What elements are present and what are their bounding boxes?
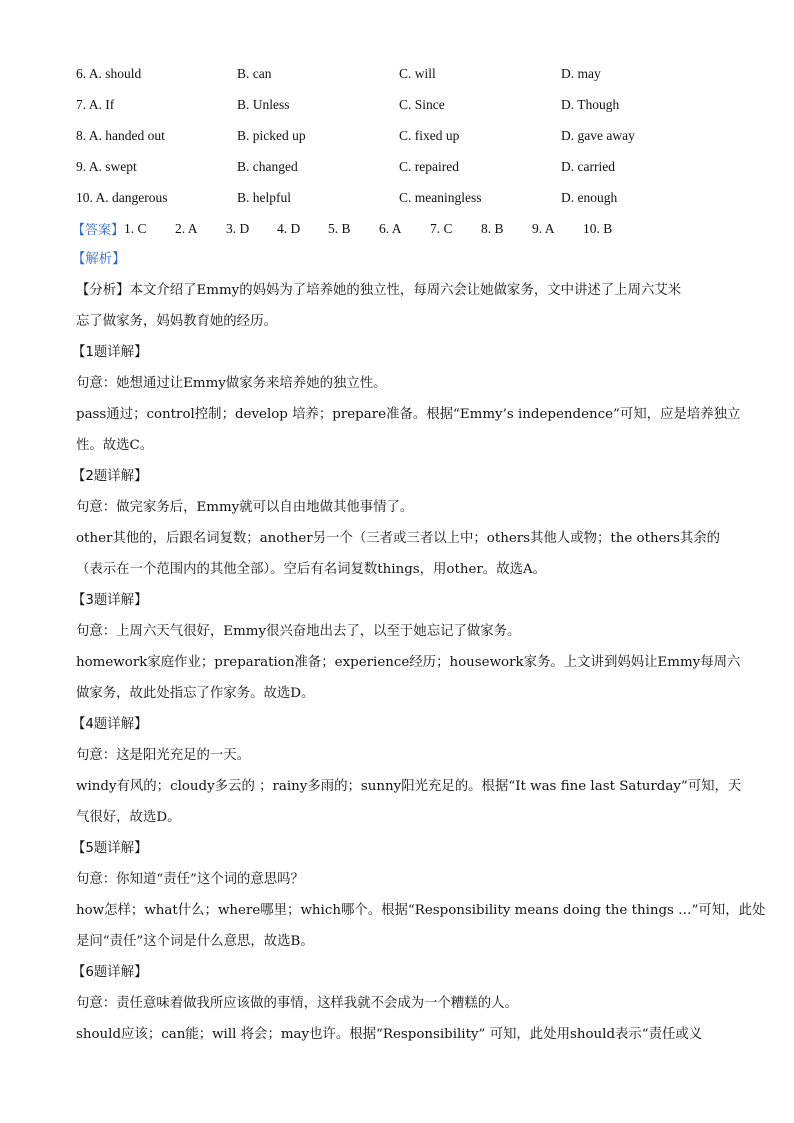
detail-explanation: pass通过；control控制；develop 培养；prepare准备。根据“Emmy’s independence”可知，应是培养独立: [76, 407, 741, 422]
detail-meaning: 句意：你知道“责任”这个词的意思吗？: [76, 872, 304, 887]
detail-5: [72, 833, 766, 957]
answer-item: 1. C: [124, 220, 147, 236]
detail-meaning: 句意：她想通过让Emmy做家务来培养她的独立性。: [76, 376, 387, 391]
options-row-7: [76, 89, 726, 120]
detail-title: 【3题详解】: [72, 593, 148, 608]
option-c: C. Since: [399, 96, 445, 112]
detail-explanation: 做家务，故此处指忘了作家务。故选D。: [76, 686, 315, 701]
option-d: D. carried: [561, 158, 615, 174]
option-d: D. may: [561, 65, 601, 81]
answer-item: 5. B: [328, 220, 351, 236]
option-d: D. enough: [561, 189, 618, 205]
detail-explanation: should应该；can能；will 将会；may也许。根据“Responsibility” 可知，此处用should表示“责任或义: [76, 1027, 703, 1042]
detail-6: [72, 957, 726, 1050]
answer-item: 4. D: [277, 220, 301, 236]
analysis-text: 本文介绍了Emmy的妈妈为了培养她的独立性，每周六会让她做家务，文中讲述了上周六艾米: [129, 283, 682, 298]
answer-tag: 【答案】: [72, 223, 125, 238]
answer-item: 2. A: [175, 220, 198, 236]
detail-explanation: 气很好，故选D。: [76, 810, 181, 825]
document-page: [72, 58, 766, 1050]
answer-item: 9. A: [532, 220, 555, 236]
detail-explanation: （表示在一个范围内的其他全部）。空后有名词复数things，用other。故选A。: [76, 562, 547, 577]
option-c: C. fixed up: [399, 127, 460, 143]
analysis-line: [76, 275, 726, 306]
detail-explanation: 性。故选C。: [76, 438, 154, 453]
option-a: 6. A. should: [76, 65, 142, 81]
detail-meaning: 句意：责任意味着做我所应该做的事情，这样我就不会成为一个糟糕的人。: [76, 996, 518, 1011]
option-a: 7. A. If: [76, 96, 115, 112]
detail-meaning: 句意：上周六天气很好，Emmy很兴奋地出去了，以至于她忘记了做家务。: [76, 624, 521, 639]
option-c: C. will: [399, 65, 436, 81]
analysis-heading: 【解析】: [72, 252, 126, 267]
detail-1: [72, 337, 741, 461]
option-c: C. repaired: [399, 158, 459, 174]
option-b: B. Unless: [237, 96, 290, 112]
option-b: B. changed: [237, 158, 298, 174]
answer-item: 3. D: [226, 220, 250, 236]
detail-explanation: how怎样；what什么；where哪里；which哪个。根据“Responsibility means doing the things …”可知，此处: [76, 903, 766, 918]
option-d: D. Though: [561, 96, 620, 112]
detail-explanation: 是问“责任”这个词是什么意思，故选B。: [76, 934, 314, 949]
options-row-6: [76, 58, 726, 89]
option-a: 9. A. swept: [76, 158, 137, 174]
answer-item: 8. B: [481, 220, 504, 236]
detail-3: [72, 585, 741, 709]
detail-2: [72, 461, 726, 585]
detail-title: 【5题详解】: [72, 841, 148, 856]
detail-explanation: homework家庭作业；preparation准备；experience经历；housework家务。上文讲到妈妈让Emmy每周六: [76, 655, 741, 670]
detail-meaning: 句意：做完家务后，Emmy就可以自由地做其他事情了。: [76, 500, 414, 515]
option-d: D. gave away: [561, 127, 635, 143]
detail-meaning: 句意：这是阳光充足的一天。: [76, 748, 251, 763]
answer-key: [72, 213, 726, 244]
option-a: 8. A. handed out: [76, 127, 165, 143]
answer-item: 10. B: [583, 220, 613, 236]
options-row-9: [76, 151, 726, 182]
options-table: [76, 58, 726, 213]
detail-explanation: windy有风的；cloudy多云的 ；rainy多雨的；sunny阳光充足的。根据“It was fine last Saturday”可知，天: [76, 779, 742, 794]
option-b: B. helpful: [237, 189, 291, 205]
detail-4: [72, 709, 742, 833]
detail-explanation: other其他的，后跟名词复数；another另一个（三者或三者以上中；others其他人或物；the others其余的: [76, 531, 720, 546]
detail-title: 【1题详解】: [72, 345, 148, 360]
detail-title: 【2题详解】: [72, 469, 148, 484]
option-b: B. can: [237, 65, 272, 81]
analysis-summary: [76, 275, 726, 337]
option-a: 10. A. dangerous: [76, 189, 168, 205]
detail-title: 【4题详解】: [72, 717, 148, 732]
analysis-prefix: 【分析】: [76, 283, 130, 298]
analysis-line: 忘了做家务，妈妈教育她的经历。: [76, 314, 277, 329]
option-c: C. meaningless: [399, 189, 482, 205]
answer-item: 7. C: [430, 220, 453, 236]
answer-item: 6. A: [379, 220, 402, 236]
option-b: B. picked up: [237, 127, 306, 143]
detail-title: 【6题详解】: [72, 965, 148, 980]
options-row-8: [76, 120, 726, 151]
options-row-10: [76, 182, 726, 213]
